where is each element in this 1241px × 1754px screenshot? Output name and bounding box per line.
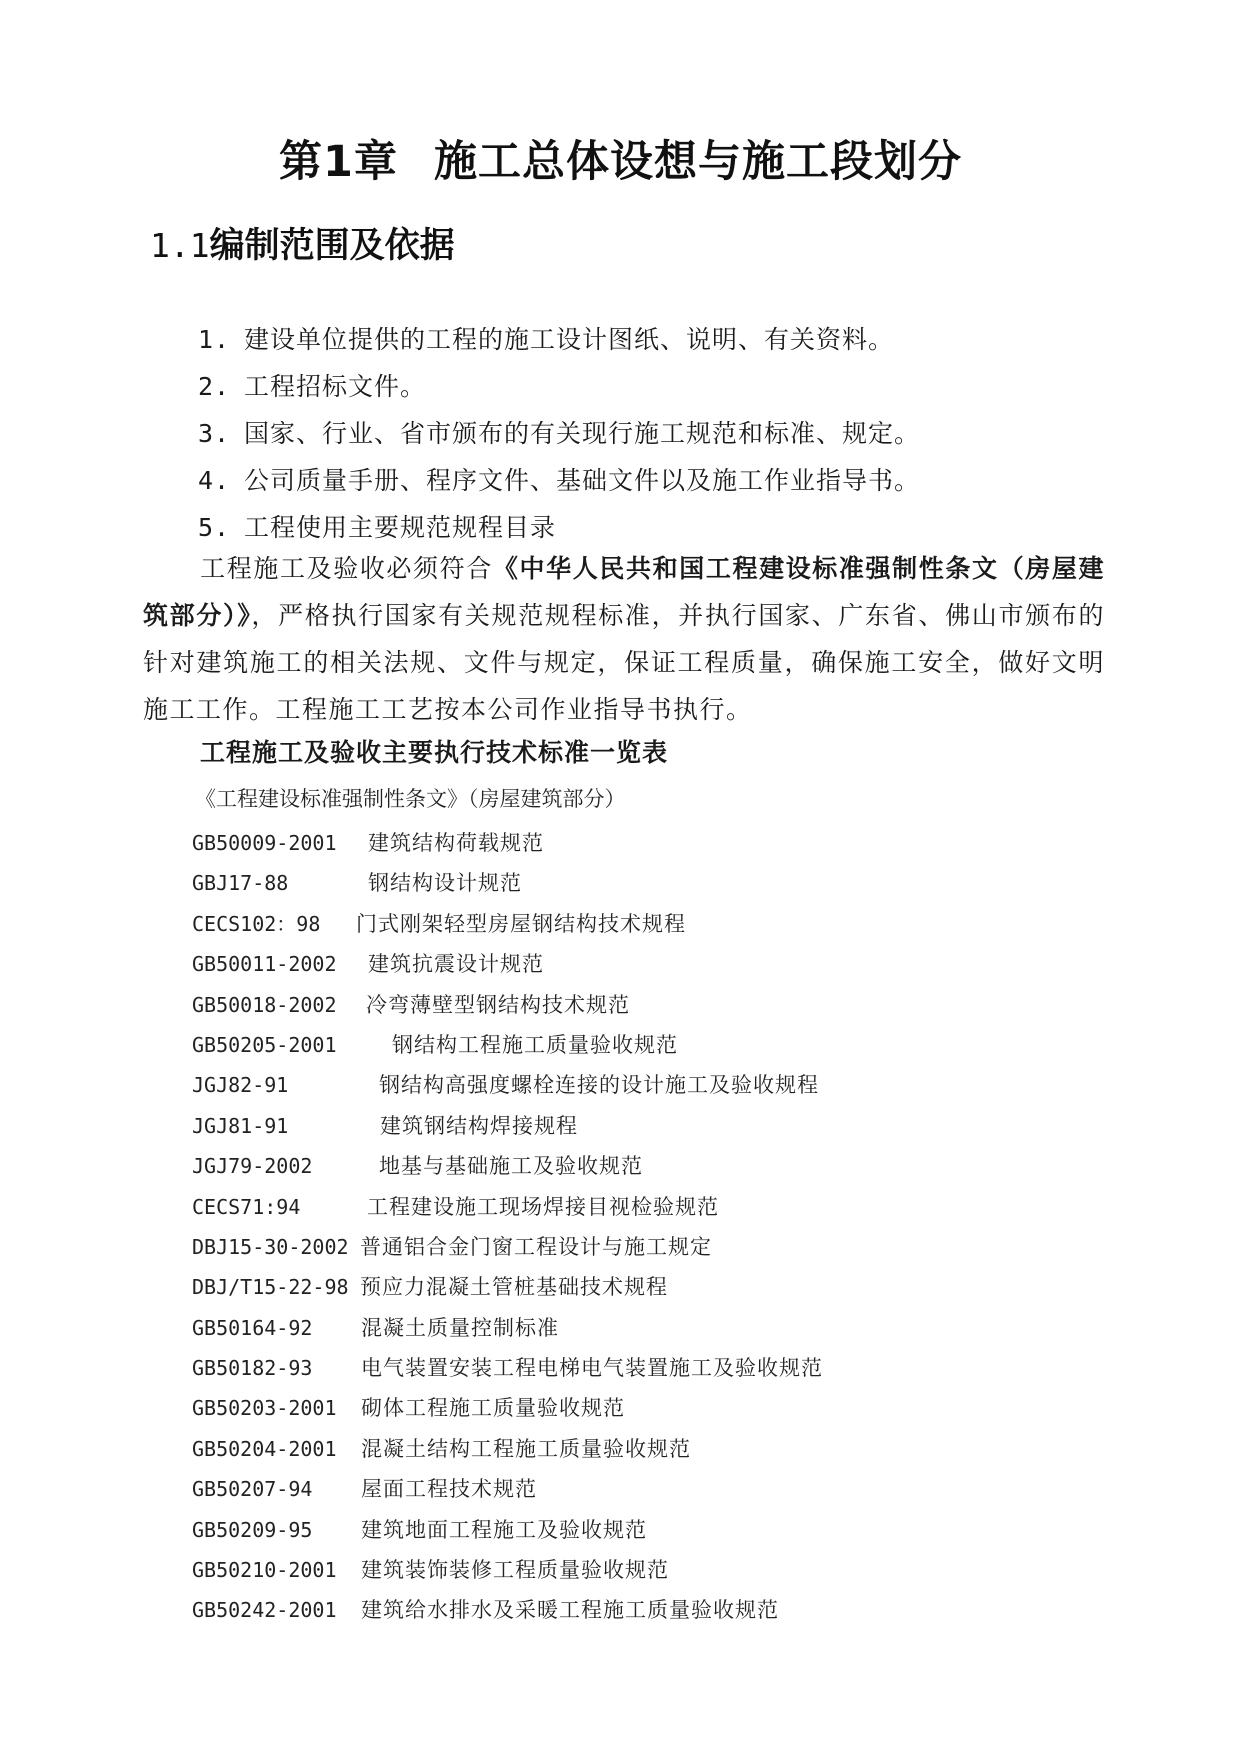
basis-item-number: 2. <box>198 372 231 401</box>
standard-code: GB50011-2002 <box>192 952 337 977</box>
section-heading <box>150 218 455 268</box>
standard-code: CECS102：98 <box>192 911 321 936</box>
standard-name: 建筑结构荷载规范 <box>368 831 544 855</box>
standard-name: 钢结构高强度螺栓连接的设计施工及验收规程 <box>379 1073 819 1098</box>
standard-code: GB50182-93 <box>192 1356 313 1381</box>
standards-table-title: 工程施工及验收主要执行技术标准一览表 <box>200 738 669 767</box>
standard-name: 屋面工程技术规范 <box>361 1477 537 1502</box>
basis-item <box>198 457 920 504</box>
standard-name: 地基与基础施工及验收规范 <box>379 1154 643 1179</box>
standard-name: 建筑钢结构焊接规程 <box>380 1113 578 1138</box>
basis-item-number: 3. <box>198 419 231 448</box>
standard-name: 混凝土结构工程施工质量验收规范 <box>361 1436 691 1461</box>
standard-code: GB50204-2001 <box>192 1436 337 1461</box>
standard-name: 砌体工程施工质量验收规范 <box>361 1396 625 1421</box>
body-paragraph <box>143 545 1105 733</box>
basis-list <box>198 316 920 551</box>
standard-code: JGJ81-91 <box>192 1113 289 1138</box>
section-number: 1.1 <box>150 226 210 265</box>
standard-code: DBJ/T15-22-98 <box>192 1275 349 1300</box>
standard-name: 工程建设施工现场焊接目视检验规范 <box>367 1194 719 1219</box>
chapter-number: 第1章 <box>279 137 398 187</box>
paragraph-rest: ，严格执行国家有关规范规程标准，并执行国家、广东省、佛山市颁布的针对建筑施工的相关法规、文件与规定，保证工程质量，确保施工安全，做好文明施工工作。工程施工工艺按本公司作业指导书执行。 <box>143 601 1105 724</box>
standard-code: GB50210-2001 <box>192 1558 337 1583</box>
standard-name: 混凝土质量控制标准 <box>361 1315 559 1340</box>
standard-code: DBJ15-30-2002 <box>192 1234 349 1259</box>
basis-item-number: 5. <box>198 513 231 542</box>
standards-table-caption: 《工程建设标准强制性条文》（房屋建筑部分） <box>195 787 626 811</box>
basis-item <box>198 504 920 551</box>
standard-name: 建筑地面工程施工及验收规范 <box>361 1517 647 1542</box>
chapter-subtitle: 施工总体设想与施工段划分 <box>433 137 962 187</box>
standard-name: 建筑装饰装修工程质量验收规范 <box>361 1558 669 1583</box>
standard-code: GB50209-95 <box>192 1517 313 1542</box>
paragraph-lead: 工程施工及验收必须符合 <box>200 554 493 583</box>
standard-name: 普通铝合金门窗工程设计与施工规定 <box>360 1234 712 1259</box>
standard-code: GBJ17-88 <box>192 871 289 896</box>
basis-item-text: 工程使用主要规范规程目录 <box>244 513 557 542</box>
standard-name: 建筑抗震设计规范 <box>368 952 544 977</box>
standard-name: 钢结构工程施工质量验收规范 <box>392 1032 678 1057</box>
standard-name: 钢结构设计规范 <box>368 871 522 896</box>
standard-name: 电气装置安装工程电梯电气装置施工及验收规范 <box>361 1356 823 1381</box>
standard-code: GB50018-2002 <box>192 992 337 1017</box>
basis-item-text: 国家、行业、省市颁布的有关现行施工规范和标准、规定。 <box>244 419 921 448</box>
basis-item-text: 公司质量手册、程序文件、基础文件以及施工作业指导书。 <box>244 466 921 495</box>
basis-item-text: 工程招标文件。 <box>244 372 427 401</box>
standard-name: 预应力混凝土管桩基础技术规程 <box>360 1275 668 1300</box>
standard-code: GB50207-94 <box>192 1477 313 1502</box>
chapter-title <box>0 128 1241 189</box>
standard-code: GB50203-2001 <box>192 1396 337 1421</box>
basis-item <box>198 316 920 363</box>
standard-code: JGJ79-2002 <box>192 1154 313 1179</box>
standard-name: 门式刚架轻型房屋钢结构技术规程 <box>356 911 686 936</box>
basis-item-number: 4. <box>198 466 231 495</box>
standard-code: JGJ82-91 <box>192 1073 289 1098</box>
basis-item-number: 1. <box>198 325 231 354</box>
standard-code: CECS71:94 <box>192 1194 301 1219</box>
basis-item <box>198 410 920 457</box>
paragraph-bold-citation: 《中华人民共和国工程建设标准强制性条文（房屋建筑部分）》 <box>143 554 1105 630</box>
standard-name: 建筑给水排水及采暖工程施工质量验收规范 <box>361 1598 779 1623</box>
section-title: 编制范围及依据 <box>209 226 455 266</box>
standard-name: 冷弯薄壁型钢结构技术规范 <box>366 992 630 1017</box>
standard-code: GB50164-92 <box>192 1315 313 1340</box>
standard-code: GB50009-2001 <box>192 831 337 855</box>
basis-item <box>198 363 920 410</box>
basis-item-text: 建设单位提供的工程的施工设计图纸、说明、有关资料。 <box>244 325 895 354</box>
standard-code: GB50205-2001 <box>192 1032 337 1057</box>
standard-code: GB50242-2001 <box>192 1598 337 1623</box>
